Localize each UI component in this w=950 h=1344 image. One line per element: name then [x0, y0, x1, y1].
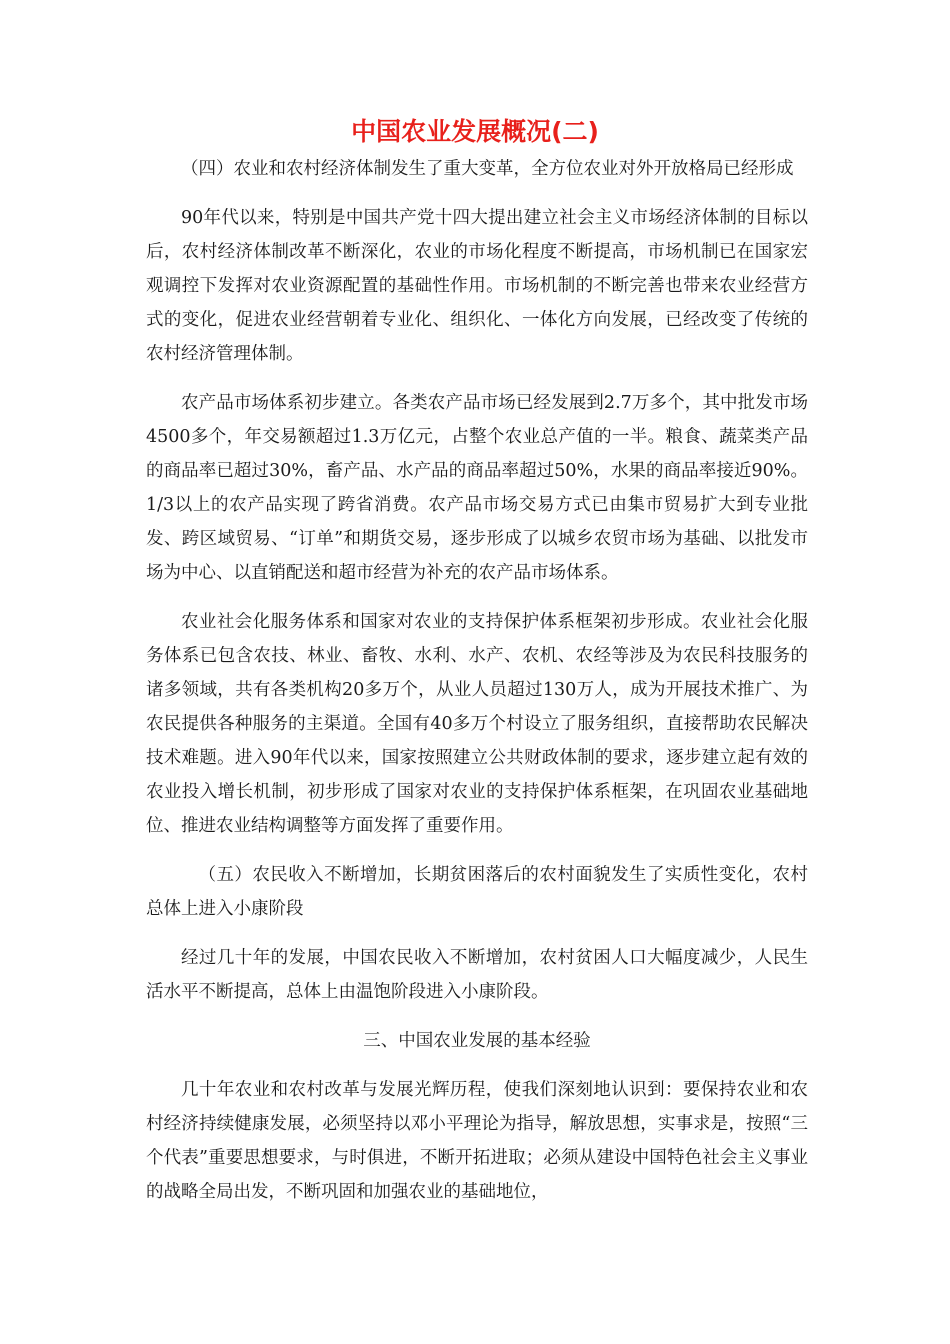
paragraph-market-system: 农产品市场体系初步建立。各类农产品市场已经发展到2.7万多个，其中批发市场4500多个，年交易额超过1.3万亿元，占整个农业总产值的一半。粮食、蔬菜类产品的商品率已超过30%，畜产品、水产品的商品率超过50%，水果的商品率接近90%。1/3以上的农产品实现了跨省消费。农产品市场交易方式已由集市贸易扩大到专业批发、跨区域贸易、“订单”和期货交易，逐步形成了以城乡农贸市场为基础、以批发市场为中心、以直销配送和超市经营为补充的农产品市场体系。 — [146, 393, 808, 583]
paragraph-basic-experience: 几十年农业和农村改革与发展光辉历程，使我们深刻地认识到：要保持农业和农村经济持续健康发展，必须坚持以邓小平理论为指导，解放思想，实事求是，按照“三个代表”重要思想要求，与时俱进，不断开拓进取；必须从建设中国特色社会主义事业的战略全局出发，不断巩固和加强农业的基础地位， — [146, 1080, 808, 1202]
section-heading-three: 三、中国农业发展的基本经验 — [363, 1031, 591, 1051]
paragraph-market-economy: 90年代以来，特别是中国共产党十四大提出建立社会主义市场经济体制的目标以后，农村经济体制改革不断深化，农业的市场化程度不断提高，市场机制已在国家宏观调控下发挥对农业资源配置的基础性作用。市场机制的不断完善也带来农业经营方式的变化，促进农业经营朝着专业化、组织化、一体化方向发展，已经改变了传统的农村经济管理体制。 — [146, 208, 808, 364]
paragraph-service-system: 农业社会化服务体系和国家对农业的支持保护体系框架初步形成。农业社会化服务体系已包含农技、林业、畜牧、水利、水产、农机、农经等涉及为农民科技服务的诸多领域，共有各类机构20多万个，从业人员超过130万人，成为开展技术推广、为农民提供各种服务的主渠道。全国有40多万个村设立了服务组织，直接帮助农民解决技术难题。进入90年代以来，国家按照建立公共财政体制的要求，逐步建立起有效的农业投入增长机制，初步形成了国家对农业的支持保护体系框架，在巩固农业基础地位、推进农业结构调整等方面发挥了重要作用。 — [146, 612, 808, 836]
paragraph-income-growth: 经过几十年的发展，中国农民收入不断增加，农村贫困人口大幅度减少，人民生活水平不断提高，总体上由温饱阶段进入小康阶段。 — [146, 948, 808, 1002]
document-body — [146, 152, 808, 1209]
document-title: 中国农业发展概况(二) — [351, 117, 599, 146]
section-heading-four: （四）农业和农村经济体制发生了重大变革，全方位农业对外开放格局已经形成 — [181, 159, 794, 179]
section-heading-five: （五）农民收入不断增加，长期贫困落后的农村面貌发生了实质性变化，农村总体上进入小康阶段 — [146, 865, 808, 919]
